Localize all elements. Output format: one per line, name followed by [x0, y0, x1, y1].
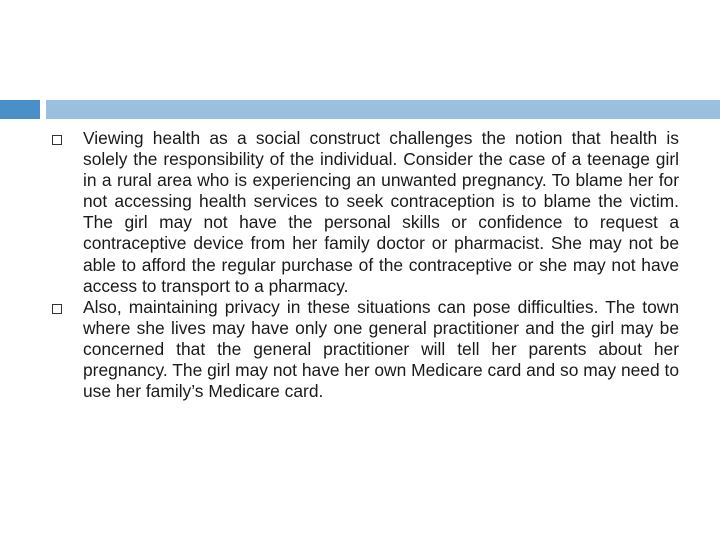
hollow-square-bullet-icon [52, 304, 62, 314]
hollow-square-bullet-icon [52, 135, 62, 145]
bullet-item [52, 128, 679, 297]
bullet-item [52, 297, 679, 402]
bullet-text: Also, maintaining privacy in these situations can pose difficulties. The town where she lives may have only one general practitioner and the girl may be concerned that the general practitioner will tell her parents about her pregnancy. The girl may not have her own Medicare card and so may need to use her family’s Medicare card. [83, 296, 679, 402]
title-accent-bar-left [0, 100, 40, 119]
bullet-text: Viewing health as a social construct challenges the notion that health is solely the responsibility of the individual. Consider the case of a teenage girl in a rural area who is experiencing an unwanted pregnancy. To blame her for not accessing health services to seek contraception is to blame the victim. The girl may not have the personal skills or confidence to request a contraceptive device from her family doctor or pharmacist. She may not be able to afford the regular purchase of the contraceptive or she may not have access to transport to a pharmacy. [83, 128, 679, 296]
title-accent-bar-right [46, 100, 720, 119]
slide-body [52, 128, 679, 402]
